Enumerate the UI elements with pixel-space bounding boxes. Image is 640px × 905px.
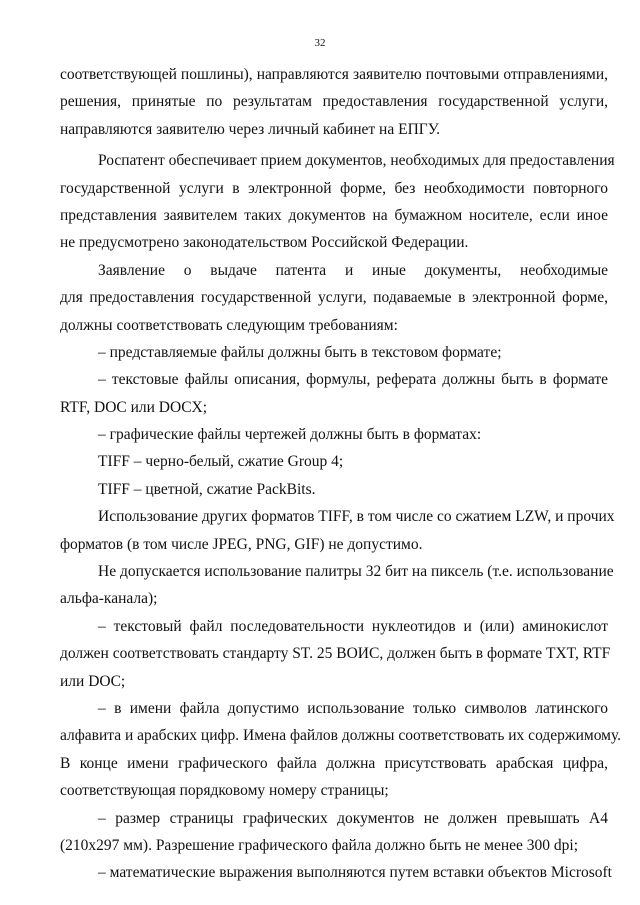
text-line: – математические выражения выполняются путем вставки объектов Microsoft <box>98 864 612 882</box>
text-line: форматов (в том числе JPEG, PNG, GIF) не допустимо. <box>60 535 423 553</box>
text-line: альфа-канала); <box>60 590 158 608</box>
text-line: – текстовые файлы описания, формулы, реферата должны быть в формате <box>98 371 608 389</box>
text-line: решения, принятые по результатам предоставления государственной услуги, <box>60 93 608 111</box>
text-line: В конце имени графического файла должна присутствовать арабская цифра, <box>60 754 608 772</box>
text-line: направляются заявителю через личный кабинет на ЕПГУ. <box>60 120 441 138</box>
text-line: соответствующая порядковому номеру страницы; <box>60 782 389 800</box>
page-number: 32 <box>314 37 326 49</box>
document-body <box>60 61 622 887</box>
text-line: TIFF – цветной, сжатие PackBits. <box>98 480 316 498</box>
text-line: для предоставления государственной услуги, подаваемые в электронной форме, <box>60 289 608 307</box>
text-line: алфавита и арабских цифр. Имена файлов должны соответствовать их содержимому. <box>60 727 622 745</box>
text-line: или DOC; <box>60 672 126 690</box>
text-line: Не допускается использование палитры 32 бит на пиксель (т.е. использование <box>98 563 614 581</box>
text-line: Роспатент обеспечивает прием документов, необходимых для предоставления <box>98 152 615 170</box>
text-line: – размер страницы графических документов не должен превышать А4 <box>98 809 608 827</box>
text-line: – представляемые файлы должны быть в текстовом формате; <box>98 343 502 361</box>
text-line: RTF, DOC или DOCX; <box>60 398 208 416</box>
text-line: (210х297 мм). Разрешение графического файла должно быть не менее 300 dpi; <box>60 836 579 854</box>
text-line: – в имени файла допустимо использование только символов латинского <box>98 699 608 717</box>
text-line: – графические файлы чертежей должны быть в форматах: <box>98 426 482 444</box>
text-line: – текстовый файл последовательности нуклеотидов и (или) аминокислот <box>98 617 608 635</box>
text-line: представления заявителем таких документов на бумажном носителе, если иное <box>60 206 608 224</box>
text-line: должен соответствовать стандарту ST. 25 ВОИС, должен быть в формате TXT, RTF <box>60 645 611 663</box>
text-line: не предусмотрено законодательством Российской Федерации. <box>60 234 469 252</box>
text-line: государственной услуги в электронной форме, без необходимости повторного <box>60 179 608 197</box>
text-line: TIFF – черно-белый, сжатие Group 4; <box>98 453 344 471</box>
text-line: должны соответствовать следующим требованиям: <box>60 316 398 334</box>
text-line: Заявление о выдаче патента и иные документы, необходимые <box>98 261 608 279</box>
text-line: соответствующей пошлины), направляются заявителю почтовыми отправлениями, <box>60 66 608 83</box>
text-line: Использование других форматов TIFF, в том числе со сжатием LZW, и прочих <box>98 508 615 526</box>
